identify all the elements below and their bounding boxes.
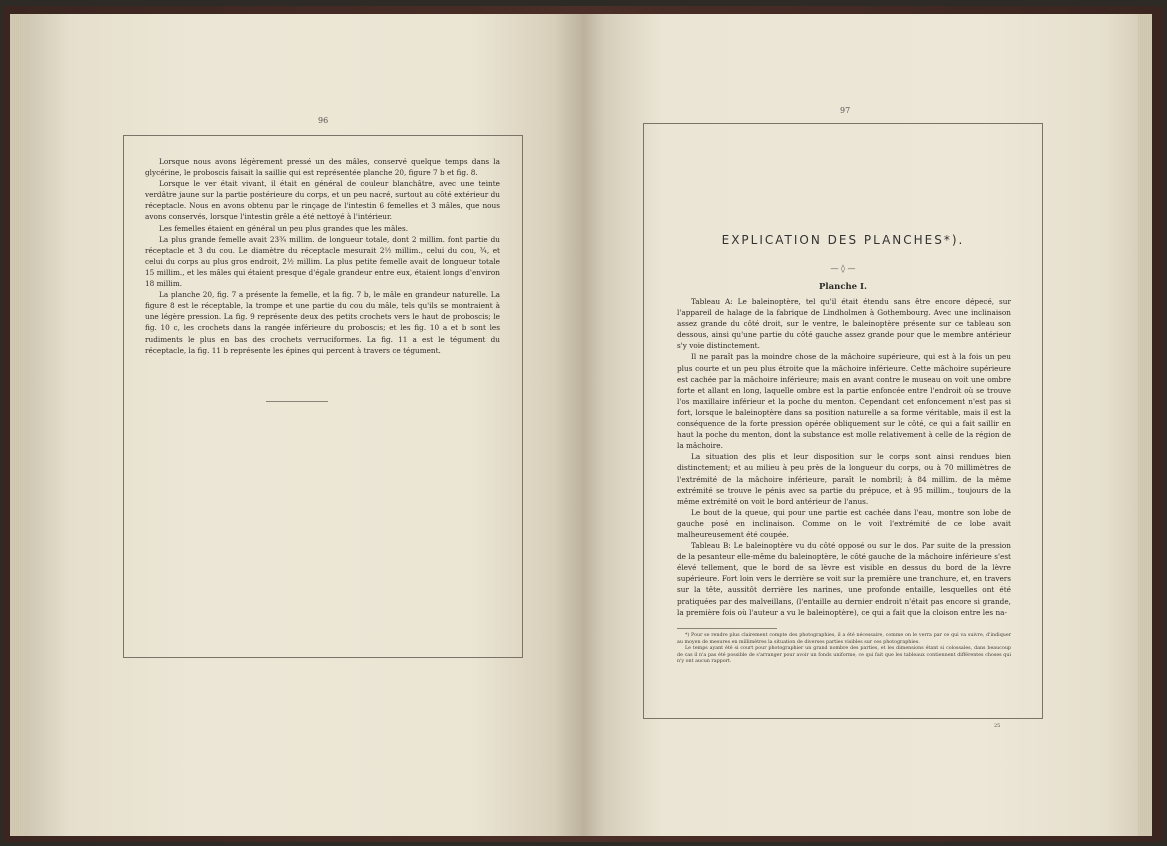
left-paragraph: Lorsque nous avons légèrement pressé un des mâles, conservé quelque temps dans la glycérine, le proboscis faisait la saillie qui est représentée planche 20, figure 7 b et fig. 8. <box>145 157 500 178</box>
plate-heading: Planche I. <box>819 282 867 292</box>
footnote-rule <box>677 628 777 629</box>
page-edges-right <box>1138 14 1152 836</box>
left-page-number: 96 <box>318 116 329 125</box>
left-paragraph: Les femelles étaient en général un peu plus grandes que les mâles. <box>159 223 409 233</box>
right-paragraph: Le bout de la queue, qui pour une partie est cachée dans l'eau, montre son lobe de gauche posé en inclinaison. Comme on le voit l'extrémité de ce lobe avait malheureusement été coupée. <box>677 507 1011 539</box>
footnotes <box>677 633 1011 666</box>
right-paragraph: Tableau B: Le baleinoptère vu du côté opposé ou sur le dos. Par suite de la pression de la pesanteur elle-même du baleinoptère, le côté gauche de la mâchoire inférieure s'est élevé tellement, que le bord de sa lèvre est visible en dessus du bord de la lèvre supérieure. Fort loin vers le derrière se voit sur la première une tranchure, et, en travers sur la tête, aussitôt derrière les narines, une profonde entaille, lesquelles ont été pratiquées par des malveillans, (l'entaille au dernier endroit n'était pas encore si grande, la première fois où l'auteur a vu le baleinoptère), ce qui a fait que la cloison entre les na- <box>677 541 1011 617</box>
left-page <box>26 14 582 836</box>
right-body-text <box>677 296 1011 618</box>
left-paragraph: La planche 20, fig. 7 a présente la femelle, et la fig. 7 b, le mâle en grandeur naturelle. La figure 8 est le réceptable, la trompe et une partie du cou du mâle, tels qu'ils se montraient à une légère pression. La fig. 9 représente deux des petits crochets vers le haut de proboscis; le fig. 10 c, les crochets dans la rangée inférieure du proboscis; et les fig. 10 a et b sont les rudiments le plus en bas des crochets verruciformes. La fig. 11 a est le tégument du réceptacle, la fig. 11 b représente les épines qui percent à travers ce tégument. <box>145 290 500 355</box>
left-paragraph: La plus grande femelle avait 23¾ millim. de longueur totale, dont 2 millim. font partie du réceptacle et 3 du cou. Le diamètre du réceptacle mesurait 2½ millim., celui du cou, ¾, et celui du corps au plus gros endroit, 2½ millim. La plus petite femelle avait de longueur totale 15 millim., et les mâles qui étaient presque d'égale grandeur entre eux, étaient longs d'environ 18 millim. <box>145 234 500 289</box>
right-paragraph: Tableau A: Le baleinoptère, tel qu'il était étendu sans être encore dépecé, sur l'appareil de halage de la fabrique de Lindholmen à Gothembourg. Avec une inclinaison assez grande du côté droit, sur le ventre, le baleinoptère présente sur ce tableau son dessous, ainsi qu'une partie du côté gauche assez grande pour que le membre antérieur s'y voie distinctement. <box>677 297 1011 351</box>
signature-mark: 25 <box>994 723 1001 729</box>
left-body-text <box>145 156 500 356</box>
plates-title: EXPLICATION DES PLANCHES*). <box>721 233 965 247</box>
end-rule <box>266 401 328 402</box>
right-paragraph: La situation des plis et leur disposition sur le corps sont ainsi rendues bien distinctement; et au milieu à peu près de la longueur du corps, ou à 70 millimètres de l'extrémité de la mâchoire inférieure, paraît le nombril; à 84 millim. de la même extrémité se trouve le pénis avec sa partie du prépuce, et à 95 millim., toujours de la même extrémité on voit le bord antérieur de l'anus. <box>677 452 1011 506</box>
footnote: Le temps ayant été si court pour photographier un grand nombre des parties, et les dimensions étant si colossales, dans beaucoup de cas il n'a pas été possible de s'arranger pour avoir un fonds uniforme, ce qui fait que les tableaux contiennent différentes choses qui n'y ont aucun rapport. <box>677 646 1011 665</box>
left-paragraph: Lorsque le ver était vivant, il était en général de couleur blanchâtre, avec une teinte verdâtre jaune sur la partie postérieure du corps, et un peu nacré, surtout au côté extérieur du réceptacle. Nous en avons obtenu par le rinçage de l'intestin 6 femelles et 3 mâles, que nous avons conservés, lorsque l'intestin grêle a été nettoyé à l'intérieur. <box>145 179 500 222</box>
right-paragraph: Il ne paraît pas la moindre chose de la mâchoire supérieure, qui est à la fois un peu plus courte et un peu plus étroite que la mâchoire inférieure. Cette mâchoire supérieure est cachée par la mâchoire inférieure; mais en avant contre le museau on voit une ombre forte et allant en long, laquelle ombre est la partie enfoncée entre l'endroit où se trouve l'os maxillaire inférieur et la poche du menton. Cependant cet enfoncement n'est pas si fort, lorsque le baleinoptère dans sa position naturelle a sa forme véritable, mais il est la conséquence de la forte pression opérée obliquement sur le côté, ce qui a fait saillir en haut la poche du menton, dont la substance est molle relativement à celle de la région de la mâchoire. <box>677 352 1011 451</box>
right-page <box>582 14 1152 836</box>
page-edges-left <box>10 14 26 836</box>
right-page-number: 97 <box>840 106 851 115</box>
title-ornament: — ◊ — <box>830 264 856 273</box>
footnote: *) Pour se rendre plus clairement compte des photographies, il a été nécessaire, comme on le verra par ce qui va suivre, d'indiquer au moyen de mesures en millimètres la situation de diverses parties visibles sur ces photographies. <box>677 633 1011 645</box>
